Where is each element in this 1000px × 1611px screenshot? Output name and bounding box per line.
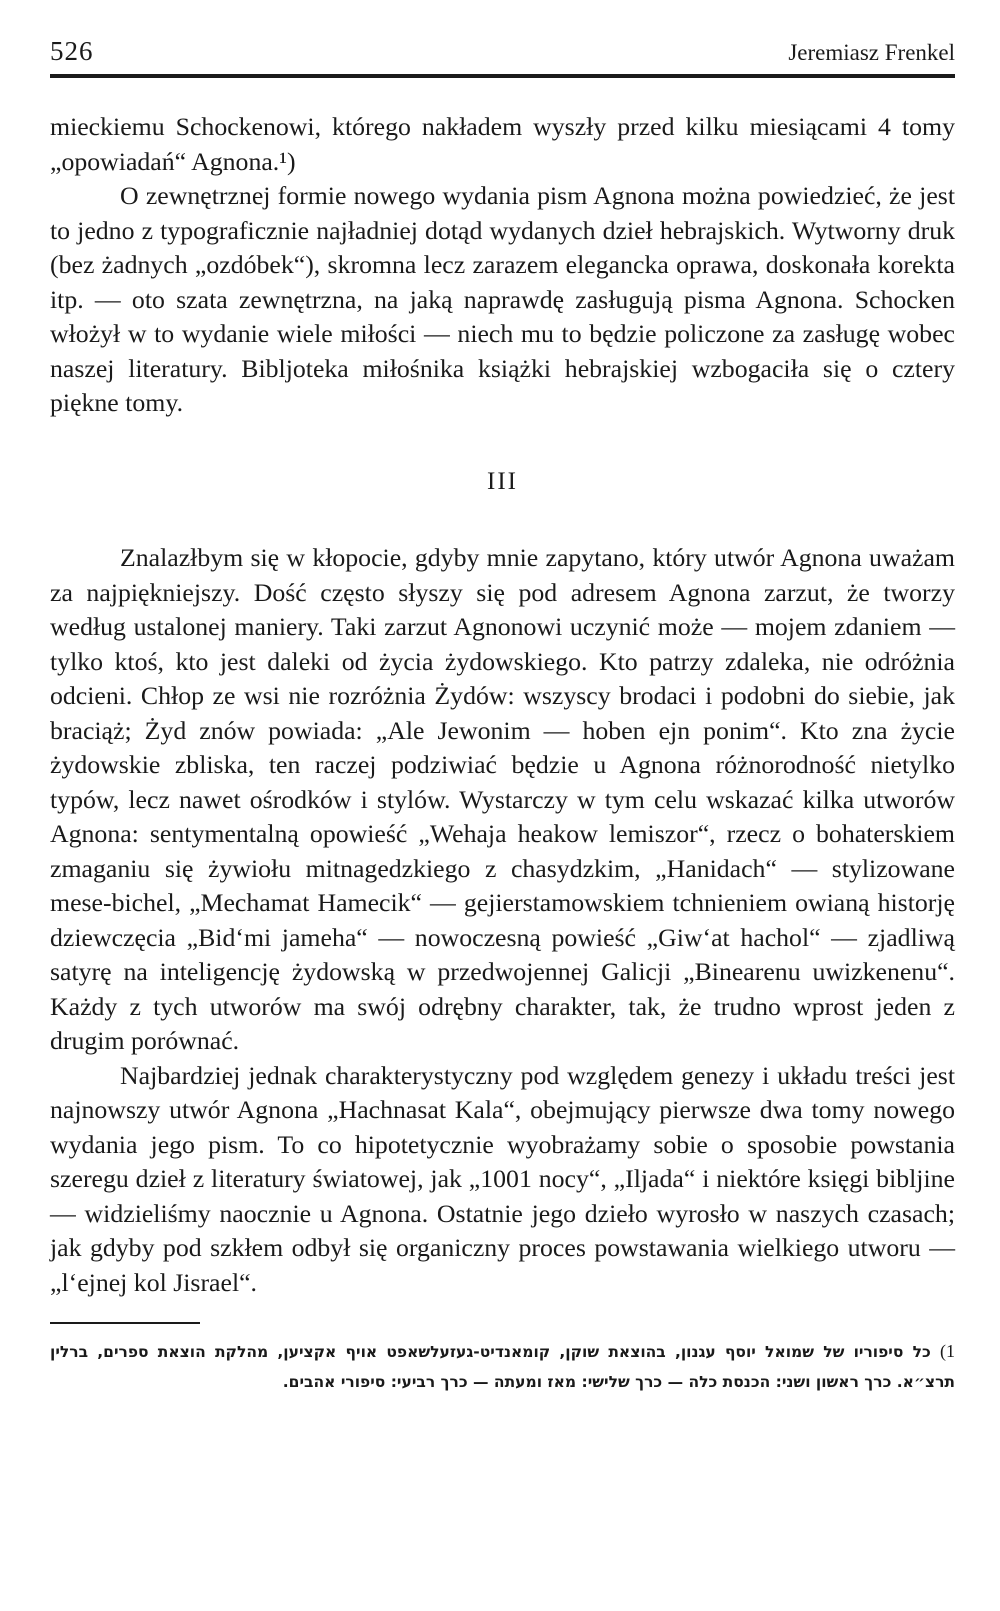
running-title: Jeremiasz Frenkel	[788, 40, 955, 65]
paragraph-1: mieckiemu Schockenowi, którego nakładem wyszły przed kilku miesiącami 4 tomy „opowiadań“ Agnona.¹)	[50, 112, 955, 176]
page-number: 526	[50, 36, 94, 66]
footnote-marker: 1)	[940, 1341, 955, 1361]
document-page	[50, 30, 955, 1397]
paragraph-3: Znalazłbym się w kłopocie, gdyby mnie zapytano, który utwór Agnona uważam za najpiękniejszy. Dość często słyszy się pod adresem Agnona zarzut, że tworzy według ustalonej maniery. Taki zarzut Agnonowi uczynić może — mojem zdaniem — tylko ktoś, kto jest daleki od życia żydowskiego. Kto patrzy zdaleka, nie odróżnia odcieni. Chłop ze wsi nie rozróżnia Żydów: wszyscy brodaci i podobni do siebie, jak braciąż; Żyd znów powiada: „Ale Jewonim — hoben ejn ponim“. Kto zna życie żydowskie zbliska, ten raczej podziwiać będzie u Agnona różnorodność nietylko typów, lecz nawet ośrodków i stylów. Wystarczy w tym celu wskazać kilka utworów Agnona: sentymentalną opowieść „Wehaja heakow lemiszor“, rzecz o bohaterskiem zmaganiu się żywiołu mitnagedzkiego z chasydzkim, „Hanidach“ — stylizowane mese-bichel, „Mechamat Hamecik“ — gejierstamowskiem tchnieniem owianą historję dziewczęcia „Bid‘mi jameha“ — nowoczesną powieść „Giw‘at hachol“ — zjadliwą satyrę na inteligencję żydowską w przedwojennej Galicji „Binearenu uwizkenenu“. Każdy z tych utworów ma swój odrębny charakter, tak, że trudno wprost jeden z drugim porównać.	[50, 543, 955, 1055]
body-text	[50, 110, 955, 1300]
footnote-rule	[50, 1322, 200, 1324]
section-heading: III	[487, 467, 518, 495]
paragraph-4: Najbardziej jednak charakterystyczny pod względem genezy i układu treści jest najnowszy utwór Agnona „Hachnasat Kala“, obejmujący pierwsze dwa tomy nowego wydania jego pism. To co hipotetycznie wyobrażamy sobie o sposobie powstania szeregu dzieł z literatury światowej, jak „1001 nocy“, „Iljada“ i niektóre księgi bibljine — widzieliśmy naocznie u Agnona. Ostatnie jego dzieło wyrosło w naszych czasach; jak gdyby pod szkłem odbył się organiczny proces powstawania wielkiego utworu — „l‘ejnej kol Jisrael“.	[50, 1060, 955, 1297]
paragraph-2: O zewnętrznej formie nowego wydania pism Agnona można powiedzieć, że jest to jedno z typograficznie najładniej dotąd wydanych dzieł hebrajskich. Wytworny druk (bez żadnych „ozdóbek“), skromna lecz zarazem elegancka oprawa, doskonała korekta itp. — oto szata zewnętrzna, na jaką naprawdę zasługują pisma Agnona. Schocken włożył w to wydanie wiele miłości — niech mu to będzie policzone za zasługę wobec naszej literatury. Bibljoteka miłośnika książki hebrajskiej wzbogaciła się o cztery piękne tomy.	[50, 181, 955, 417]
running-head	[50, 30, 955, 70]
footnote	[50, 1336, 955, 1397]
header-rule	[50, 74, 955, 78]
footnote-text: כל סיפוריו של שמואל יוסף עגנון, בהוצאת שוקן, קומאנדיט-געזעלשאפט אויף אקציען, מהלקת הוצאת ספרים, ברלין תרצ״א. כרך ראשון ושני: הכנסת כלה — כרך שלישי: מאז ומעתה — כרך רביעי: סיפורי אהבים.	[50, 1343, 955, 1391]
